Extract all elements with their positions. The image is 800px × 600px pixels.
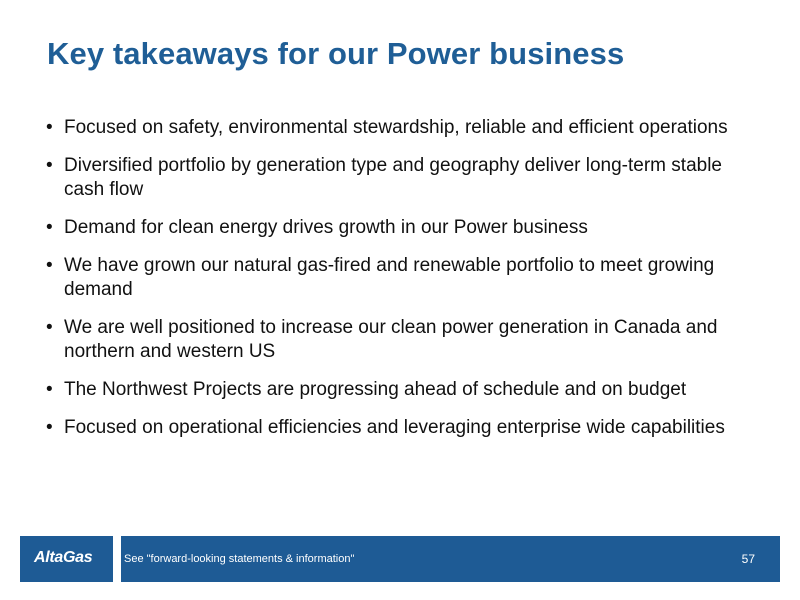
bullet-text: Demand for clean energy drives growth in our Power business (64, 217, 588, 238)
bullet-icon: • (46, 117, 53, 138)
bullet-item (46, 316, 746, 364)
bullet-item (46, 254, 746, 302)
bullet-text: We have grown our natural gas-fired and renewable portfolio to meet growing demand (64, 255, 715, 300)
footer-bar (20, 536, 780, 582)
bullet-icon: • (46, 217, 53, 238)
bullet-text: Focused on safety, environmental stewardship, reliable and efficient operations (64, 117, 728, 138)
bullet-text: We are well positioned to increase our clean power generation in Canada and northern and western US (64, 317, 718, 362)
bullet-item (46, 116, 746, 140)
altagas-logo: AltaGas (34, 549, 93, 566)
bullet-item (46, 416, 746, 440)
bullet-list (46, 116, 746, 454)
bullet-text: Diversified portfolio by generation type and geography deliver long-term stable cash flow (64, 155, 722, 200)
bullet-icon: • (46, 417, 53, 438)
bullet-icon: • (46, 317, 53, 338)
bullet-item (46, 154, 746, 202)
bullet-icon: • (46, 379, 53, 400)
footer-divider (113, 536, 121, 582)
bullet-item (46, 378, 746, 402)
page-number: 57 (741, 552, 755, 566)
bullet-icon: • (46, 155, 53, 176)
footer-note: See "forward-looking statements & information" (124, 553, 355, 565)
bullet-text: Focused on operational efficiencies and leveraging enterprise wide capabilities (64, 417, 725, 438)
slide-title: Key takeaways for our Power business (47, 36, 625, 71)
bullet-icon: • (46, 255, 53, 276)
bullet-item (46, 216, 746, 240)
bullet-text: The Northwest Projects are progressing ahead of schedule and on budget (64, 379, 687, 400)
